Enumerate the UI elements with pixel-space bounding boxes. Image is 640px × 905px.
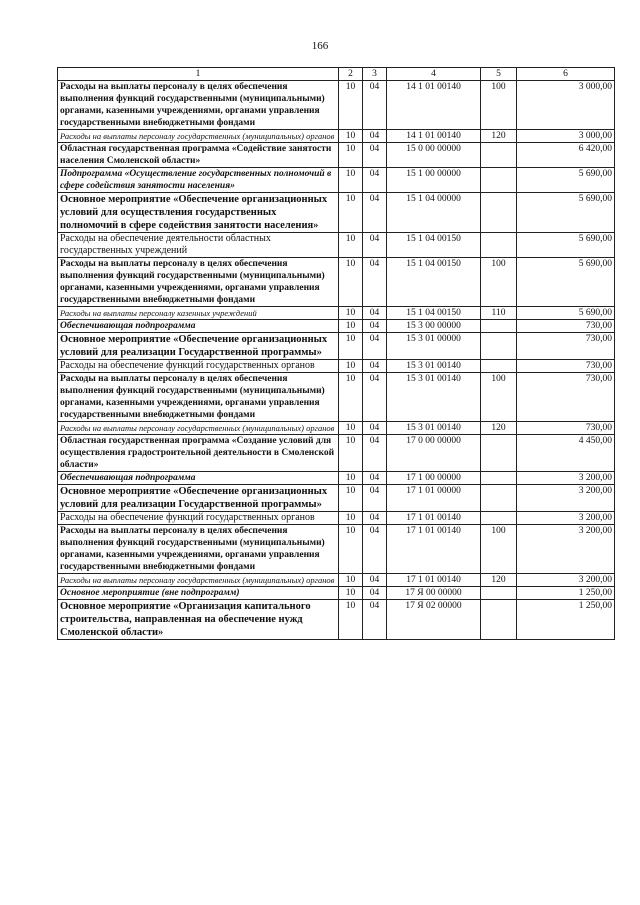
cell-expense-type-code <box>481 168 517 193</box>
cell-amount: 3 200,00 <box>517 472 615 485</box>
budget-table <box>57 67 615 640</box>
header-col-1: 1 <box>58 68 339 81</box>
cell-expense-type-code: 120 <box>481 574 517 587</box>
header-col-2: 2 <box>339 68 363 81</box>
cell-target-article-code: 15 1 04 00150 <box>387 258 481 307</box>
cell-target-article-code: 17 1 01 00000 <box>387 485 481 512</box>
cell-amount: 3 000,00 <box>517 81 615 130</box>
cell-subsection-code: 04 <box>363 143 387 168</box>
cell-section-code: 10 <box>339 485 363 512</box>
cell-section-code: 10 <box>339 600 363 640</box>
table-row <box>58 574 615 587</box>
cell-subsection-code: 04 <box>363 574 387 587</box>
table-row <box>58 333 615 360</box>
cell-expense-name: Расходы на выплаты персоналу в целях обеспечения выполнения функций государственными (муниципальными) органами, казенными учреждениями, органами управления государственными внебюджетными фондами <box>58 525 339 574</box>
header-col-5: 5 <box>481 68 517 81</box>
cell-target-article-code: 15 1 04 00150 <box>387 233 481 258</box>
cell-target-article-code: 17 1 01 00140 <box>387 512 481 525</box>
cell-section-code: 10 <box>339 233 363 258</box>
cell-target-article-code: 17 1 00 00000 <box>387 472 481 485</box>
cell-expense-type-code: 110 <box>481 307 517 320</box>
cell-expense-type-code <box>481 143 517 168</box>
cell-expense-type-code <box>481 320 517 333</box>
cell-expense-name: Обеспечивающая подпрограмма <box>58 320 339 333</box>
cell-target-article-code: 17 0 00 00000 <box>387 435 481 472</box>
cell-subsection-code: 04 <box>363 512 387 525</box>
cell-amount: 730,00 <box>517 422 615 435</box>
cell-section-code: 10 <box>339 373 363 422</box>
cell-subsection-code: 04 <box>363 233 387 258</box>
cell-expense-name: Расходы на выплаты персоналу государственных (муниципальных) органов <box>58 130 339 143</box>
cell-amount: 6 420,00 <box>517 143 615 168</box>
cell-expense-name: Областная государственная программа «Содействие занятости населения Смоленской области» <box>58 143 339 168</box>
cell-target-article-code: 17 Я 00 00000 <box>387 587 481 600</box>
cell-expense-type-code <box>481 512 517 525</box>
cell-expense-type-code: 100 <box>481 373 517 422</box>
cell-target-article-code: 17 Я 02 00000 <box>387 600 481 640</box>
table-body <box>58 81 615 640</box>
cell-expense-type-code: 120 <box>481 130 517 143</box>
cell-expense-name: Основное мероприятие «Обеспечение организационных условий для реализации Государственной программы» <box>58 485 339 512</box>
cell-target-article-code: 15 1 04 00150 <box>387 307 481 320</box>
cell-section-code: 10 <box>339 422 363 435</box>
header-col-6: 6 <box>517 68 615 81</box>
cell-target-article-code: 15 1 04 00000 <box>387 193 481 233</box>
table-row <box>58 373 615 422</box>
cell-subsection-code: 04 <box>363 258 387 307</box>
cell-expense-name: Расходы на обеспечение функций государственных органов <box>58 360 339 373</box>
cell-section-code: 10 <box>339 307 363 320</box>
cell-target-article-code: 15 1 00 00000 <box>387 168 481 193</box>
cell-subsection-code: 04 <box>363 193 387 233</box>
cell-subsection-code: 04 <box>363 307 387 320</box>
cell-section-code: 10 <box>339 574 363 587</box>
cell-target-article-code: 17 1 01 00140 <box>387 525 481 574</box>
cell-subsection-code: 04 <box>363 587 387 600</box>
cell-expense-name: Расходы на обеспечение деятельности областных государственных учреждений <box>58 233 339 258</box>
cell-expense-name: Областная государственная программа «Создание условий для осуществления градостроительной деятельности в Смоленской области» <box>58 435 339 472</box>
cell-expense-type-code <box>481 333 517 360</box>
cell-subsection-code: 04 <box>363 130 387 143</box>
table-row <box>58 307 615 320</box>
table-row <box>58 258 615 307</box>
cell-expense-name: Основное мероприятие «Обеспечение организационных условий для осуществления государственных полномочий в сфере содействия занятости населения» <box>58 193 339 233</box>
cell-expense-type-code <box>481 600 517 640</box>
cell-amount: 730,00 <box>517 373 615 422</box>
cell-expense-type-code <box>481 472 517 485</box>
table-row <box>58 600 615 640</box>
cell-expense-name: Обеспечивающая подпрограмма <box>58 472 339 485</box>
table-row <box>58 81 615 130</box>
cell-amount: 3 200,00 <box>517 485 615 512</box>
table-row <box>58 435 615 472</box>
cell-section-code: 10 <box>339 360 363 373</box>
cell-expense-name: Расходы на выплаты персоналу государственных (муниципальных) органов <box>58 574 339 587</box>
cell-amount: 3 200,00 <box>517 525 615 574</box>
cell-section-code: 10 <box>339 435 363 472</box>
cell-amount: 1 250,00 <box>517 587 615 600</box>
table-row <box>58 512 615 525</box>
table-row <box>58 587 615 600</box>
cell-subsection-code: 04 <box>363 525 387 574</box>
cell-expense-name: Основное мероприятие (вне подпрограмм) <box>58 587 339 600</box>
table-row <box>58 525 615 574</box>
cell-subsection-code: 04 <box>363 472 387 485</box>
cell-expense-type-code: 100 <box>481 258 517 307</box>
table-row <box>58 422 615 435</box>
cell-expense-type-code: 100 <box>481 81 517 130</box>
cell-subsection-code: 04 <box>363 600 387 640</box>
cell-amount: 3 000,00 <box>517 130 615 143</box>
table-row <box>58 193 615 233</box>
header-row <box>58 68 615 81</box>
cell-target-article-code: 17 1 01 00140 <box>387 574 481 587</box>
header-col-3: 3 <box>363 68 387 81</box>
cell-section-code: 10 <box>339 512 363 525</box>
cell-expense-name: Расходы на выплаты персоналу казенных учреждений <box>58 307 339 320</box>
cell-expense-name: Расходы на выплаты персоналу государственных (муниципальных) органов <box>58 422 339 435</box>
header-col-4: 4 <box>387 68 481 81</box>
cell-amount: 5 690,00 <box>517 258 615 307</box>
cell-expense-type-code: 100 <box>481 525 517 574</box>
table-row <box>58 130 615 143</box>
cell-expense-type-code <box>481 193 517 233</box>
cell-section-code: 10 <box>339 193 363 233</box>
cell-expense-name: Расходы на выплаты персоналу в целях обеспечения выполнения функций государственными (муниципальными) органами, казенными учреждениями, органами управления государственными внебюджетными фондами <box>58 81 339 130</box>
cell-target-article-code: 15 3 01 00140 <box>387 373 481 422</box>
cell-expense-name: Расходы на выплаты персоналу в целях обеспечения выполнения функций государственными (муниципальными) органами, казенными учреждениями, органами управления государственными внебюджетными фондами <box>58 373 339 422</box>
cell-expense-name: Расходы на выплаты персоналу в целях обеспечения выполнения функций государственными (муниципальными) органами, казенными учреждениями, органами управления государственными внебюджетными фондами <box>58 258 339 307</box>
table-row <box>58 360 615 373</box>
cell-target-article-code: 15 3 00 00000 <box>387 320 481 333</box>
cell-subsection-code: 04 <box>363 168 387 193</box>
cell-amount: 5 690,00 <box>517 307 615 320</box>
cell-target-article-code: 15 3 01 00000 <box>387 333 481 360</box>
cell-section-code: 10 <box>339 81 363 130</box>
table-row <box>58 472 615 485</box>
cell-expense-type-code <box>481 360 517 373</box>
cell-section-code: 10 <box>339 472 363 485</box>
page-number: 166 <box>311 40 329 52</box>
cell-subsection-code: 04 <box>363 81 387 130</box>
cell-amount: 730,00 <box>517 360 615 373</box>
cell-target-article-code: 15 3 01 00140 <box>387 422 481 435</box>
cell-section-code: 10 <box>339 320 363 333</box>
cell-amount: 3 200,00 <box>517 574 615 587</box>
cell-expense-type-code <box>481 587 517 600</box>
cell-subsection-code: 04 <box>363 435 387 472</box>
cell-amount: 4 450,00 <box>517 435 615 472</box>
cell-expense-type-code <box>481 233 517 258</box>
cell-expense-name: Подпрограмма «Осуществление государственных полномочий в сфере содействия занятости населения» <box>58 168 339 193</box>
cell-target-article-code: 15 3 01 00140 <box>387 360 481 373</box>
table-row <box>58 485 615 512</box>
cell-section-code: 10 <box>339 525 363 574</box>
cell-amount: 730,00 <box>517 333 615 360</box>
table-row <box>58 233 615 258</box>
cell-expense-name: Расходы на обеспечение функций государственных органов <box>58 512 339 525</box>
cell-target-article-code: 15 0 00 00000 <box>387 143 481 168</box>
cell-expense-type-code: 120 <box>481 422 517 435</box>
cell-subsection-code: 04 <box>363 373 387 422</box>
cell-subsection-code: 04 <box>363 333 387 360</box>
cell-amount: 1 250,00 <box>517 600 615 640</box>
cell-subsection-code: 04 <box>363 360 387 373</box>
cell-amount: 5 690,00 <box>517 233 615 258</box>
cell-expense-name: Основное мероприятие «Обеспечение организационных условий для реализации Государственной программы» <box>58 333 339 360</box>
table-row <box>58 320 615 333</box>
cell-section-code: 10 <box>339 258 363 307</box>
cell-expense-type-code <box>481 485 517 512</box>
cell-amount: 730,00 <box>517 320 615 333</box>
cell-subsection-code: 04 <box>363 485 387 512</box>
cell-amount: 3 200,00 <box>517 512 615 525</box>
cell-section-code: 10 <box>339 333 363 360</box>
cell-expense-name: Основное мероприятие «Организация капитального строительства, направленная на обеспечение нужд Смоленской области» <box>58 600 339 640</box>
table-row <box>58 168 615 193</box>
cell-amount: 5 690,00 <box>517 168 615 193</box>
table-row <box>58 143 615 168</box>
cell-section-code: 10 <box>339 143 363 168</box>
cell-amount: 5 690,00 <box>517 193 615 233</box>
cell-target-article-code: 14 1 01 00140 <box>387 81 481 130</box>
cell-section-code: 10 <box>339 587 363 600</box>
cell-expense-type-code <box>481 435 517 472</box>
cell-section-code: 10 <box>339 130 363 143</box>
cell-section-code: 10 <box>339 168 363 193</box>
cell-subsection-code: 04 <box>363 320 387 333</box>
cell-target-article-code: 14 1 01 00140 <box>387 130 481 143</box>
cell-subsection-code: 04 <box>363 422 387 435</box>
